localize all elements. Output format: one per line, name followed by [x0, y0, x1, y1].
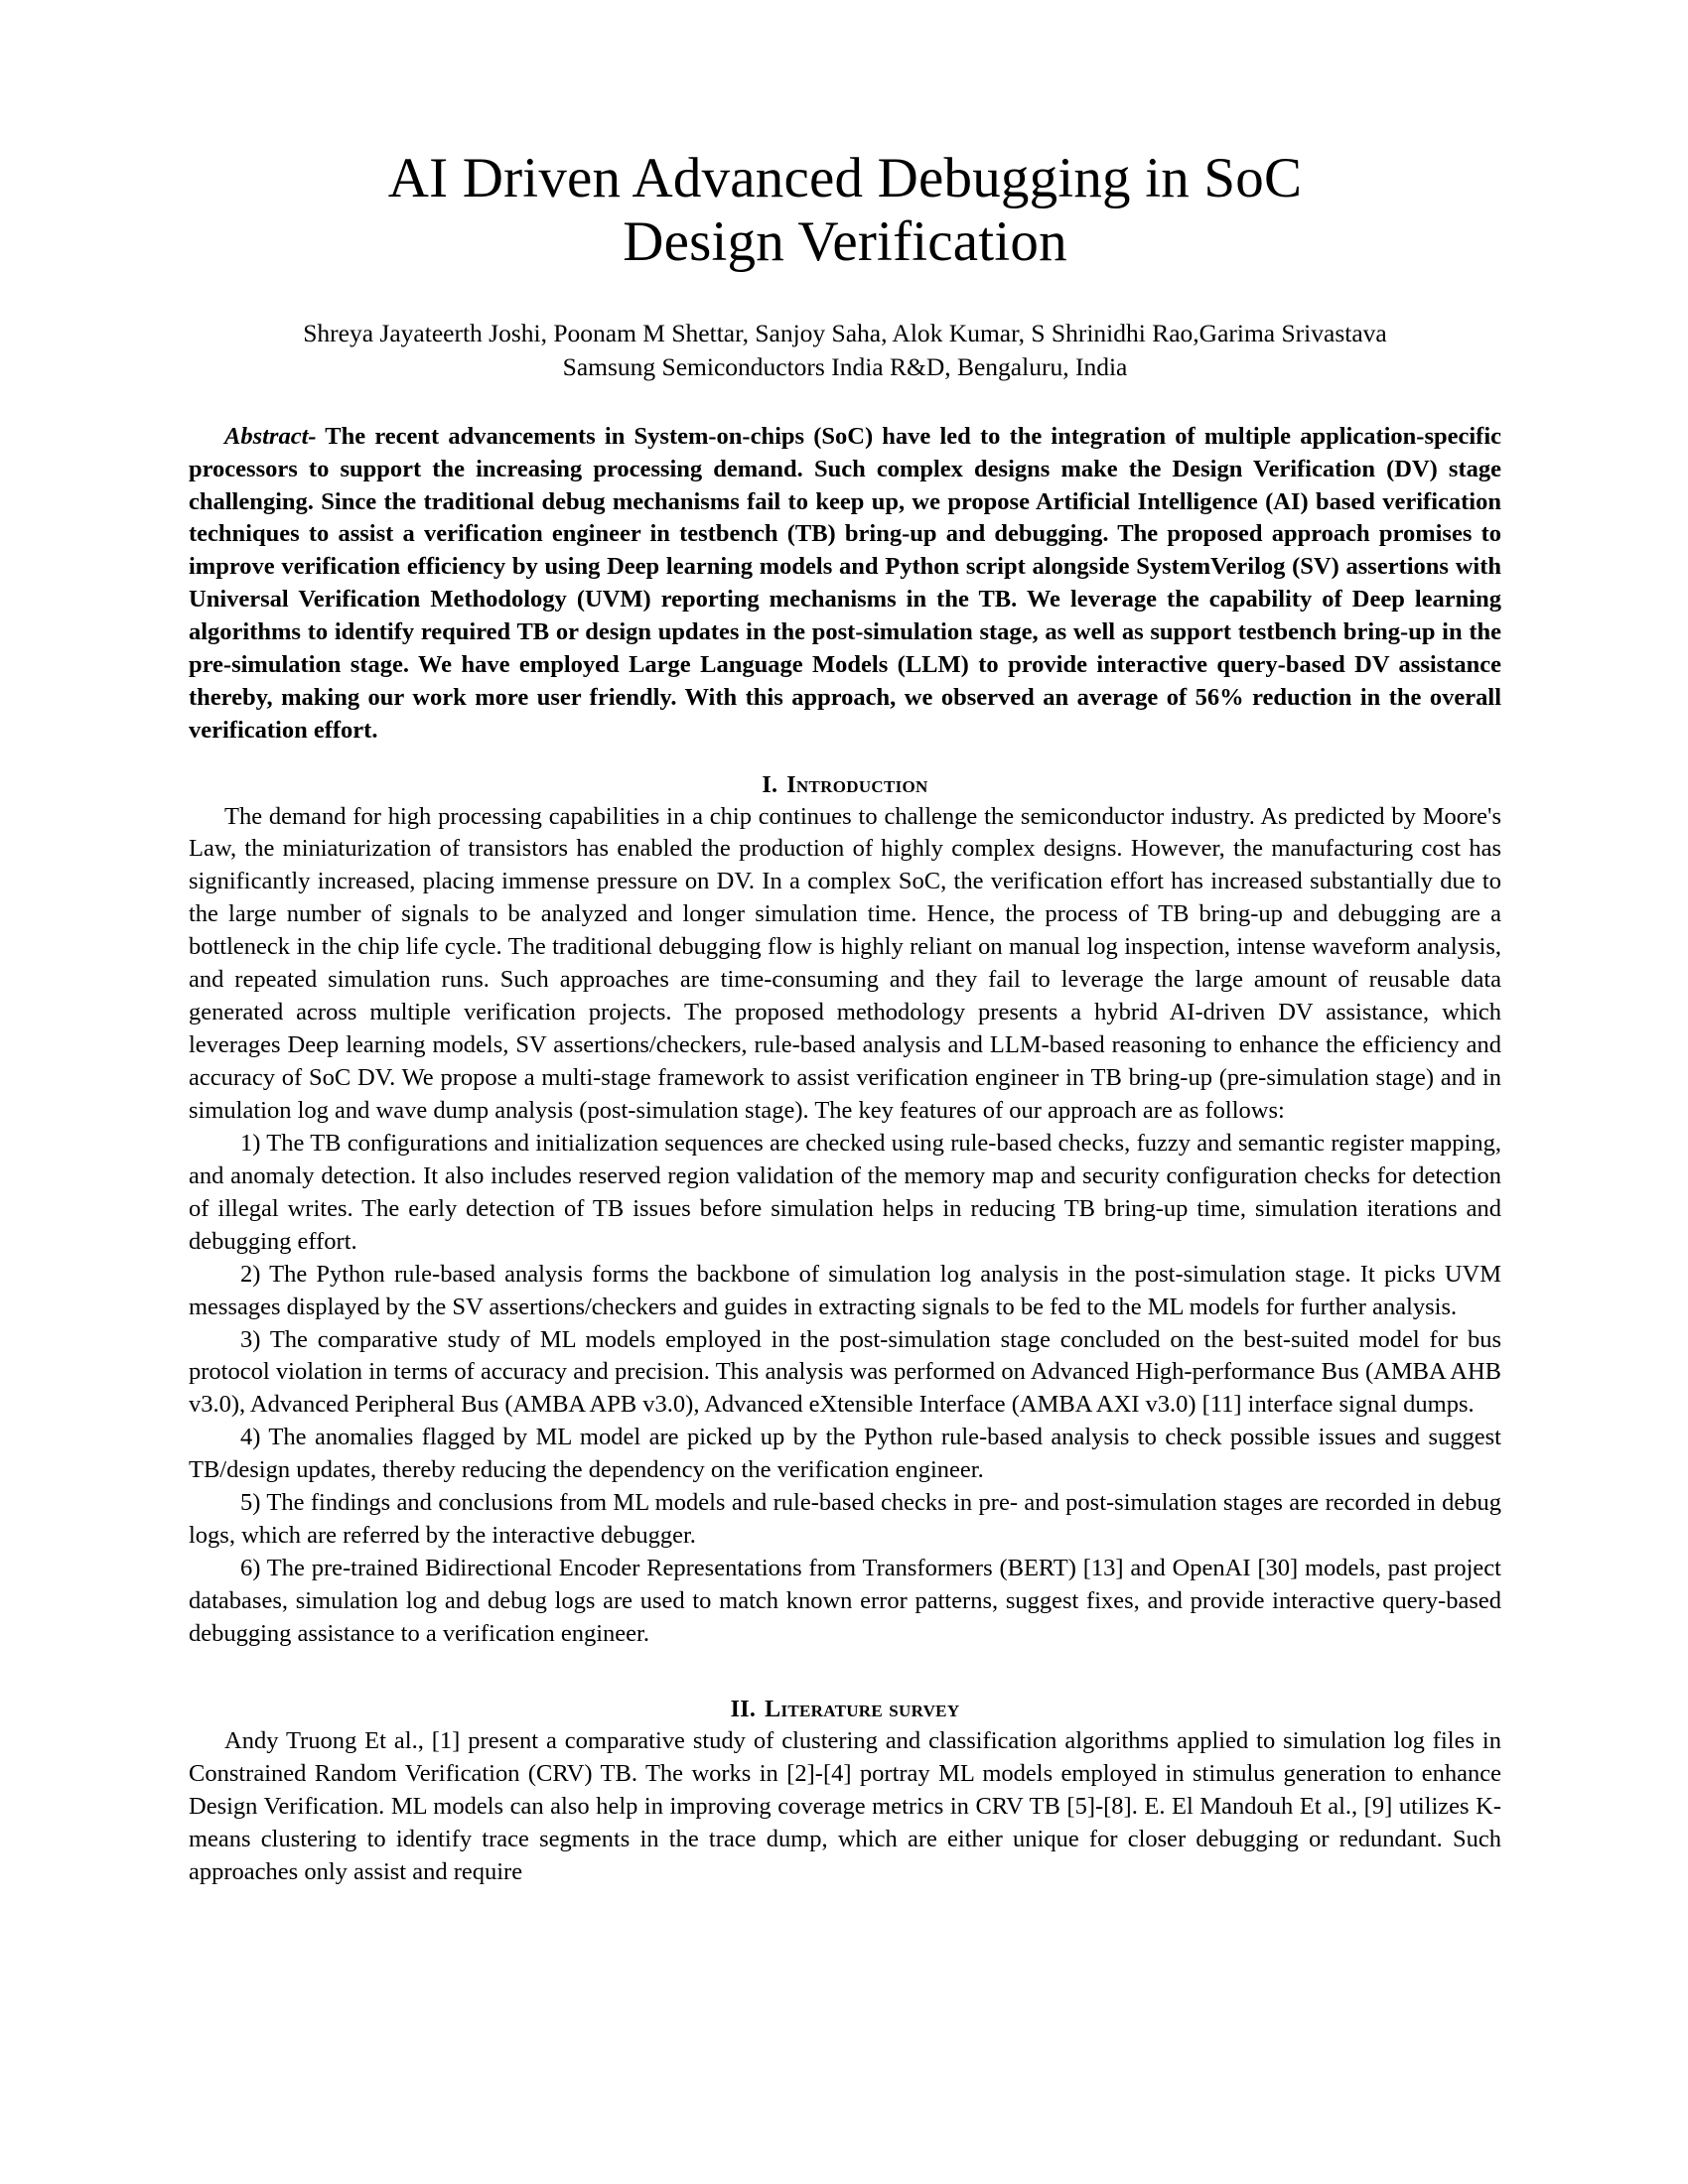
paragraph-intro-1: The demand for high processing capabilities in a chip continues to challenge the semiconductor industry. As predicted by Moore's Law, the miniaturization of transistors has enabled the production of highly complex designs. However, the manufacturing cost has significantly increased, placing immense pressure on DV. In a complex SoC, the verification effort has increased substantially due to the large number of signals to be analyzed and longer simulation time. Hence, the process of TB bring-up and debugging are a bottleneck in the chip life cycle. The traditional debugging flow is highly reliant on manual log inspection, intense waveform analysis, and repeated simulation runs. Such approaches are time-consuming and they fail to leverage the large amount of reusable data generated across multiple verification projects. The proposed methodology presents a hybrid AI-driven DV assistance, which leverages Deep learning models, SV assertions/checkers, rule-based analysis and LLM-based reasoning to enhance the efficiency and accuracy of SoC DV. We propose a multi-stage framework to assist verification engineer in TB bring-up (pre-simulation stage) and in simulation log and wave dump analysis (post-simulation stage). The key features of our approach are as follows: — [189, 802, 1501, 1124]
section-title: Literature survey — [765, 1696, 960, 1722]
paragraph-intro-item-2: 2) The Python rule-based analysis forms the backbone of simulation log analysis in the post-simulation stage. It picks UVM messages displayed by the SV assertions/checkers and guides in extracting signals to be fed to the ML models for further analysis. — [189, 1260, 1501, 1320]
author-list: Shreya Jayateerth Joshi, Poonam M Shettar, Sanjoy Saha, Alok Kumar, S Shrinidhi Rao,Garima Srivastava — [303, 318, 1387, 347]
affiliation: Samsung Semiconductors India R&D, Bengaluru, India — [562, 351, 1128, 381]
section-numeral: I. — [762, 771, 778, 798]
section-heading-literature-survey — [189, 1697, 1501, 1723]
section-heading-introduction — [189, 772, 1501, 799]
abstract-label: Abstract- — [224, 422, 317, 450]
paragraph-intro-item-3: 3) The comparative study of ML models employed in the post-simulation stage concluded on the best-suited model for bus protocol violation in terms of accuracy and precision. This analysis was performed on Advanced High-performance Bus (AMBA AHB v3.0), Advanced Peripheral Bus (AMBA APB v3.0), Advanced eXtensible Interface (AMBA AXI v3.0) [11] interface signal dumps. — [189, 1325, 1501, 1419]
authors-block — [189, 317, 1501, 384]
paragraph-intro-item-1: 1) The TB configurations and initialization sequences are checked using rule-based checks, fuzzy and semantic register mapping, and anomaly detection. It also includes reserved region validation of the memory map and security configuration checks for detection of illegal writes. The early detection of TB issues before simulation helps in reducing TB bring-up time, simulation iterations and debugging effort. — [189, 1129, 1501, 1255]
title-block — [189, 147, 1501, 275]
paragraph-intro-item-5: 5) The findings and conclusions from ML models and rule-based checks in pre- and post-simulation stages are recorded in debug logs, which are referred by the interactive debugger. — [189, 1489, 1501, 1550]
page-title: AI Driven Advanced Debugging in SoC Design Verification — [387, 147, 1303, 274]
paragraph-intro-item-4: 4) The anomalies flagged by ML model are picked up by the Python rule-based analysis to check possible issues and suggest TB/design updates, thereby reducing the dependency on the verification engineer. — [189, 1424, 1501, 1484]
paragraph-survey-1: Andy Truong Et al., [1] present a comparative study of clustering and classification algorithms applied to simulation log files in Constrained Random Verification (CRV) TB. The works in [2]-[4] portray ML models employed in stimulus generation to enhance Design Verification. ML models can also help in improving coverage metrics in CRV TB [5]-[8]. E. El Mandouh Et al., [9] utilizes K-means clustering to identify trace segments in the trace dump, which are either unique for closer debugging or redundant. Such approaches only assist and require — [189, 1726, 1501, 1885]
section-title: Introduction — [786, 771, 928, 798]
page-content — [189, 0, 1501, 1889]
section-numeral: II. — [730, 1696, 757, 1722]
abstract-text: The recent advancements in System-on-chips (SoC) have led to the integration of multiple application-specific processors to support the increasing processing demand. Such complex designs make the Design Verification (DV) stage challenging. Since the traditional debug mechanisms fail to keep up, we propose Artificial Intelligence (AI) based verification techniques to assist a verification engineer in testbench (TB) bring-up and debugging. The proposed approach promises to improve verification efficiency by using Deep learning models and Python script alongside SystemVerilog (SV) assertions with Universal Verification Methodology (UVM) reporting mechanisms in the TB. We leverage the capability of Deep learning algorithms to identify required TB or design updates in the post-simulation stage, as well as support testbench bring-up in the pre-simulation stage. We have employed Large Language Models (LLM) to provide interactive query-based DV assistance thereby, making our work more user friendly. With this approach, we observed an average of 56% reduction in the overall verification effort. — [189, 422, 1501, 745]
paragraph-intro-item-6: 6) The pre-trained Bidirectional Encoder Representations from Transformers (BERT) [13] and OpenAI [30] models, past project databases, simulation log and debug logs are used to match known error patterns, suggest fixes, and provide interactive query-based debugging assistance to a verification engineer. — [189, 1555, 1501, 1647]
abstract — [189, 421, 1501, 748]
